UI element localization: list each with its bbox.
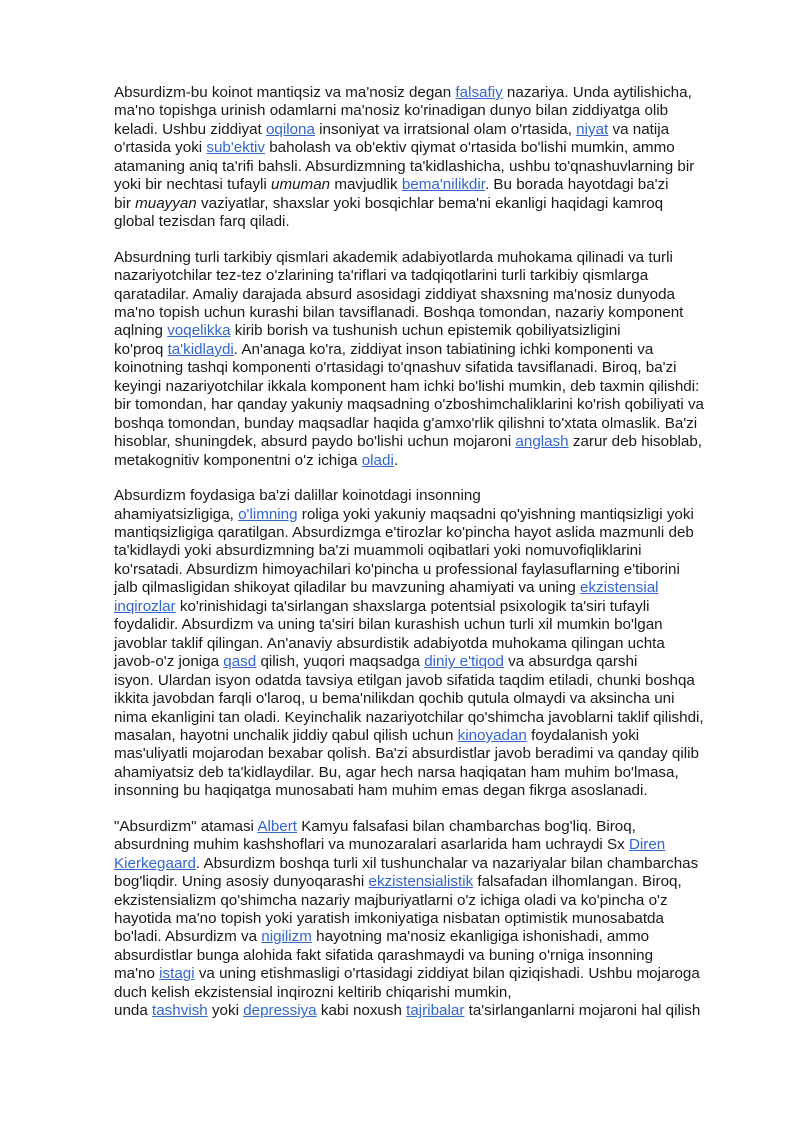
text-line [114,727,742,745]
text-line [114,745,742,763]
text-line [114,176,742,194]
text-run: hayotida ma'no topish yoki yaratish imkoniyatiga nisbatan optimistik munosabatda [114,910,664,928]
text-run: ko'rsatadi. Absurdizm himoyachilari ko'pincha u professional faylasuflarning e'tiborini [114,560,680,578]
text-line [114,873,742,891]
text-run: insonning bu haqiqatga munosabati ham muhim emas degan fikrga asoslanadi. [114,782,648,800]
text-line [114,396,742,414]
text-run: nazariyotchilar tez-tez o'zlarining ta'riflari va tadqiqotlarini turli tarkibiy qismlarga [114,267,649,285]
inline-link[interactable]: sub'ektiv [206,139,266,157]
inline-link[interactable]: Kierkegaard [114,854,196,872]
text-run: aqlning [114,322,168,340]
inline-link[interactable]: tajribalar [406,1002,465,1020]
text-run: kabi noxush [316,1002,407,1020]
text-run: . [393,451,399,469]
text-line [114,267,742,285]
text-line [114,195,742,213]
text-run: foydalanish yoki [526,726,640,744]
text-run: Kamyu falsafasi bilan chambarchas bog'liq. Biroq, [297,817,636,835]
text-line [114,561,742,579]
inline-link[interactable]: ekzistensial [580,579,659,597]
text-run: yoki bir nechtasi tufayli [114,176,272,194]
text-run: foydalidir. Absurdizm va uning ta'siri bilan kurashish uchun turli xil mumkin bo'lgan [114,616,663,634]
text-run: bog'liqdir. Uning asosiy dunyoqarashi [114,873,369,891]
text-run: absurdning muhim kashshoflari va munozaralari asarlarida ham uchraydi Sx [114,836,629,854]
text-run: mas'uliyatli mojarodan bexabar qolish. Ba'zi absurdistlar javob beradimi va qanday qilib [114,745,699,763]
text-line [114,635,742,653]
text-run: roliga yoki yakuniy maqsadni qo'yishning mantiqsizligi yoki [297,505,694,523]
text-run: ekzistensializm qo'shimcha nazariy majburiyatlarni o'z ichiga oladi va ko'pincha o'z [114,891,668,909]
paragraph [114,818,742,1021]
inline-link[interactable]: inqirozlar [114,597,176,615]
text-run: koinotning tashqi komponenti o'rtasidagi to'qnashuv sifatida tavsiflanadi. Biroq, ba'zi [114,359,677,377]
paragraph [114,84,742,232]
inline-link[interactable]: oladi [361,451,394,469]
text-line [114,892,742,910]
text-line [114,672,742,690]
text-run: keyingi nazariyotchilar ikkala komponent ham ichki bo'lishi mumkin, deb taxmin qilishdi: [114,377,700,395]
text-run: yoki [207,1002,244,1020]
text-run: ta'sirlanganlarni mojaroni hal qilish [464,1002,701,1020]
text-line [114,121,742,139]
text-line [114,139,742,157]
text-line [114,415,742,433]
text-line [114,487,742,505]
inline-link[interactable]: ekzistensialistik [368,873,474,891]
text-run: baholash va ob'ektiv qiymat o'rtasida bo'lishi mumkin, ammo [265,139,675,157]
text-run: hisoblar, shuningdek, absurd paydo bo'lishi uchun mojaroni [114,433,516,451]
paragraph [114,487,742,801]
text-run: . Bu borada hayotdagi ba'zi [484,176,669,194]
text-run: ma'no topishga urinish odamlarni ma'nosiz ko'rinadigan dunyo bilan ziddiyatga olib [114,102,669,120]
text-run: Absurdning turli tarkibiy qismlari akademik adabiyotlarda muhokama qilinadi va turli [114,248,673,266]
text-line [114,452,742,470]
text-run: metakognitiv komponentni o'z ichiga [114,451,362,469]
text-line [114,524,742,542]
inline-link[interactable]: falsafiy [455,84,503,101]
inline-link[interactable]: istagi [159,965,195,983]
text-run: nazariya. Unda aytilishicha, [502,84,692,101]
text-line [114,928,742,946]
text-line [114,984,742,1002]
text-run: jalb qilmasligidan shikoyat qiladilar bu mavzuning ahamiyati va uning [114,579,581,597]
inline-link[interactable]: Diren [628,836,666,854]
text-line [114,764,742,782]
text-run: bir tomondan, har qanday yakuniy maqsadning o'zboshimchaliklarini ko'rish qobiliyati va [114,396,704,414]
text-line [114,947,742,965]
text-line [114,690,742,708]
inline-link[interactable]: tashvish [152,1002,208,1020]
inline-link[interactable]: o'limning [238,505,298,523]
text-run: bir [114,194,136,212]
text-line [114,782,742,800]
emphasis-text: muayyan [135,194,197,212]
text-run: vaziyatlar, shaxslar yoki bosqichlar bema'ni ekanligi haqidagi kamroq [196,194,664,212]
text-run: atamaning aniq ta'rifi bahsli. Absurdizmning ta'kidlashicha, ushbu to'qnashuvlarning bir [114,157,695,175]
text-run: boshqa tomondan, bunday maqsadlar haqida g'amxo'rlik qilishni to'xtata olmaslik. Ba'zi [114,414,698,432]
text-run: insoniyat va irratsional olam o'rtasida, [314,120,577,138]
text-run: hayotning ma'nosiz ekanligiga ishonishadi, ammo [311,928,650,946]
text-run: ko'rinishidagi ta'sirlangan shaxslarga potentsial psixologik ta'siri tufayli [175,597,650,615]
text-run: Absurdizm foydasiga ba'zi dalillar koinotdagi insonning [114,487,481,505]
inline-link[interactable]: qasd [223,653,257,671]
text-line [114,818,742,836]
text-line [114,836,742,854]
inline-link[interactable]: Albert [257,817,297,835]
text-line [114,598,742,616]
text-line [114,855,742,873]
text-run: . An'anaga ko'ra, ziddiyat inson tabiatining ichki komponenti va [233,340,654,358]
text-run: va uning etishmasligi o'rtasidagi ziddiyat bilan qiziqishadi. Ushbu mojaroga [194,965,700,983]
text-line [114,506,742,524]
inline-link[interactable]: diniy e'tiqod [424,653,504,671]
text-run: masalan, hayotni unchalik jiddiy qabul qilish uchun [114,726,458,744]
text-line [114,965,742,983]
text-run: mantiqsizligiga qaratilgan. Absurdizmga e'tirozlar ko'pincha hayot aslida mazmunli deb [114,523,694,541]
text-run: va absurdga qarshi [503,653,638,671]
text-line [114,84,742,102]
inline-link[interactable]: depressiya [243,1002,317,1020]
text-run: "Absurdizm" atamasi [114,817,258,835]
paragraph [114,249,742,470]
text-run: zarur deb hisoblab, [568,433,703,451]
text-run: ma'no topish uchun kurashi bilan tavsiflanadi. Boshqa tomondan, nazariy komponent [114,303,684,321]
inline-link[interactable]: kinoyadan [457,726,527,744]
text-line [114,249,742,267]
text-run: ikkita javobdan farqli o'laroq, u bema'nilikdan qochib qutula olmaydi va aksincha uni [114,690,675,708]
article-body [114,84,742,1021]
text-run: ahamiyatsiz deb ta'kidlaydilar. Bu, agar hech narsa haqiqatan ham muhim bo'lmasa, [114,763,679,781]
text-run: bo'ladi. Absurdizm va [114,928,262,946]
inline-link[interactable]: voqelikka [167,322,231,340]
text-line [114,359,742,377]
text-line [114,341,742,359]
text-run: falsafadan ilhomlangan. Biroq, [473,873,682,891]
inline-link[interactable]: anglash [515,433,569,451]
text-run: keladi. Ushbu ziddiyat [114,120,266,138]
text-run: unda [114,1002,153,1020]
text-line [114,653,742,671]
text-line [114,433,742,451]
text-run: javoblar taklif qilingan. An'anaviy absurdistik adabiyotda muhokama qilingan uchta [114,634,665,652]
text-line [114,910,742,928]
text-line [114,542,742,560]
text-run: ta'kidlaydi yoki absurdizmning ba'zi muammoli oqibatlari yoki nomuvofiqliklarini [114,542,642,560]
text-run: qilish, yuqori maqsadga [256,653,425,671]
text-line [114,1002,742,1020]
text-run: duch kelish ekzistensial inqirozni keltirib chiqarishi mumkin, [114,983,512,1001]
text-run: javob-o'z joniga [114,653,224,671]
text-run: kirib borish va tushunish uchun epistemik qobiliyatsizligini [230,322,621,340]
text-line [114,709,742,727]
text-run: isyon. Ulardan isyon odatda tavsiya etilgan javob sifatida taqdim etiladi, chunki boshqa [114,671,695,689]
text-line [114,102,742,120]
text-run: o'rtasida yoki [114,139,207,157]
text-run: global tezisdan farq qiladi. [114,213,290,231]
inline-link[interactable]: bema'nilikdir [401,176,485,194]
text-line [114,616,742,634]
text-run: ahamiyatsizligiga, [114,505,239,523]
text-run: nima ekanligini tan oladi. Keyinchalik nazariyotchilar qo'shimcha javoblarni taklif qilishdi, [114,708,704,726]
text-run: . Absurdizm boshqa turli xil tushunchalar va nazariyalar bilan chambarchas [195,854,699,872]
text-line [114,579,742,597]
text-run: qaratadilar. Amaliy darajada absurd asosidagi ziddiyat shaxsning ma'nosiz dunyoda [114,285,675,303]
text-line [114,158,742,176]
text-run: va natija [608,120,670,138]
text-run: ko'proq [114,340,168,358]
text-run: Absurdizm-bu koinot mantiqsiz va ma'nosiz degan [114,84,456,101]
emphasis-text: umuman [271,176,331,194]
text-run: absurdistlar bunga alohida fakt sifatida qarashmaydi va buning o'rniga insonning [114,946,654,964]
text-line [114,304,742,322]
inline-link[interactable]: oqilona [265,120,315,138]
text-line [114,378,742,396]
text-line [114,286,742,304]
inline-link[interactable]: ta'kidlaydi [167,340,234,358]
text-run: ma'no [114,965,160,983]
inline-link[interactable]: nigilizm [261,928,312,946]
text-run: mavjudlik [330,176,402,194]
text-line [114,213,742,231]
inline-link[interactable]: niyat [576,120,609,138]
text-line [114,322,742,340]
